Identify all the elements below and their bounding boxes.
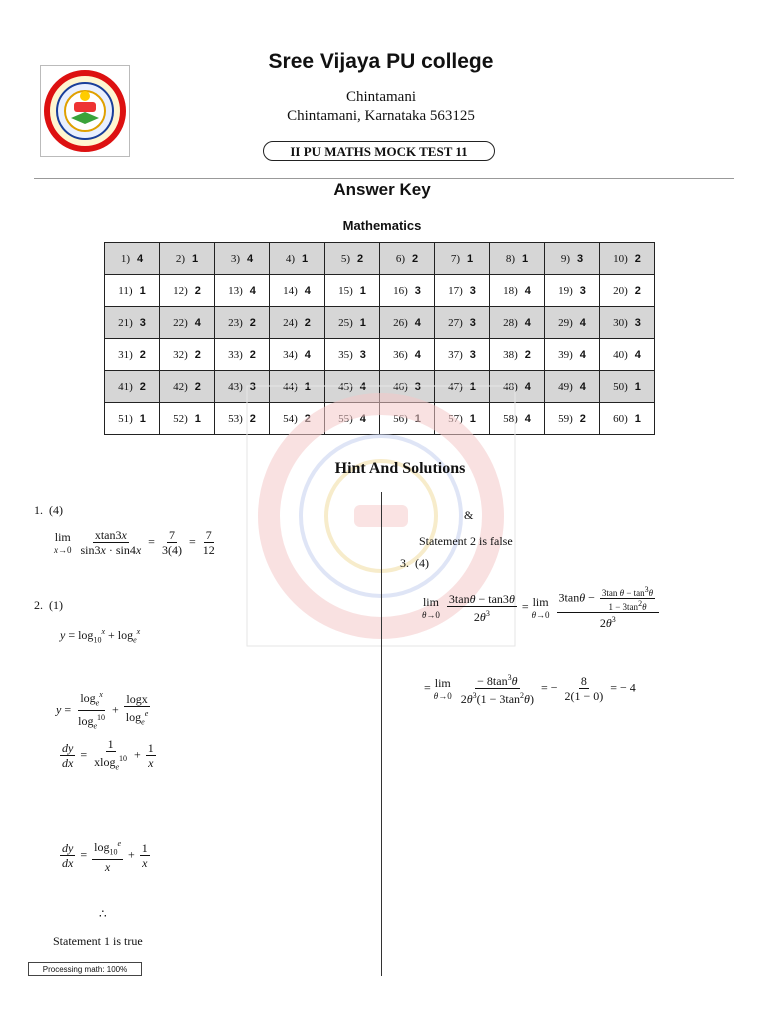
answer-key-cell	[215, 243, 270, 275]
question-number: 16)	[393, 284, 408, 297]
answer-value: 4	[249, 284, 256, 297]
answer-key-cell	[105, 371, 160, 403]
answer-value: 4	[579, 380, 586, 393]
question-number: 33)	[228, 348, 243, 361]
answer-key-cell	[380, 307, 435, 339]
column-divider	[381, 492, 382, 976]
answer-key-cell	[435, 275, 490, 307]
answer-value: 4	[579, 316, 586, 329]
question-number: 2)	[175, 252, 186, 265]
question-number: 4)	[285, 252, 296, 265]
answer-key-cell	[545, 243, 600, 275]
answer-key-cell	[215, 307, 270, 339]
answer-value: 4	[304, 348, 311, 361]
question-number: 7)	[450, 252, 461, 265]
question-number: 52)	[173, 412, 188, 425]
q2-heading	[34, 598, 63, 613]
answer-value: 4	[524, 412, 531, 425]
answer-key-cell	[270, 307, 325, 339]
answer-value: 1	[634, 380, 641, 393]
q3-equation-1: lim θ→0 $\frac{3\tan\theta - \tan 3\theta}{2\theta^3}$ = lim θ→0 3tanθ − $\frac{3\tan \theta - \tan^3\theta}{1 - 3\tan^2\theta}$ $2\theta^3$	[422, 585, 661, 630]
answer-key-cell	[380, 243, 435, 275]
q2-answer: (1)	[49, 598, 63, 612]
answer-value: 3	[577, 252, 584, 265]
answer-value: 2	[524, 348, 531, 361]
answer-value: 2	[139, 380, 146, 393]
question-number: 6)	[395, 252, 406, 265]
answer-value: 2	[304, 316, 311, 329]
answer-key-cell	[435, 307, 490, 339]
answer-key-cell	[105, 339, 160, 371]
answer-value: 1	[522, 252, 529, 265]
answer-key-cell	[160, 371, 215, 403]
question-number: 40)	[613, 348, 628, 361]
question-number: 55)	[338, 412, 353, 425]
answer-value: 2	[249, 412, 256, 425]
answer-key-cell	[545, 307, 600, 339]
test-name-badge: II PU MATHS MOCK TEST 11	[263, 141, 495, 161]
answer-key-row	[105, 307, 655, 339]
answer-key-cell	[600, 307, 655, 339]
answer-value: 4	[137, 252, 144, 265]
answer-value: 2	[634, 284, 641, 297]
question-number: 21)	[118, 316, 133, 329]
statement-1-result: Statement 1 is true	[53, 934, 143, 948]
answer-value: 4	[524, 316, 531, 329]
question-number: 20)	[613, 284, 628, 297]
q2-equation-4: $\frac{dy}{dx}$ = $\frac{\log_{10}^e}{x}$ + $\frac{1}{x}$	[62, 839, 148, 875]
question-number: 51)	[118, 412, 133, 425]
answer-key-cell	[325, 339, 380, 371]
q2-label: 2.	[34, 598, 43, 612]
answer-value: 4	[359, 412, 366, 425]
question-number: 46)	[393, 380, 408, 393]
answer-key-cell	[325, 243, 380, 275]
answer-key-cell	[600, 339, 655, 371]
question-number: 17)	[448, 284, 463, 297]
question-number: 34)	[283, 348, 298, 361]
question-number: 39)	[558, 348, 573, 361]
question-number: 56)	[393, 412, 408, 425]
answer-value: 4	[524, 284, 531, 297]
answer-value: 2	[139, 348, 146, 361]
q1-label: 1.	[34, 503, 43, 517]
question-number: 19)	[558, 284, 573, 297]
question-number: 53)	[228, 412, 243, 425]
answer-value: 1	[469, 380, 476, 393]
answer-value: 4	[634, 348, 641, 361]
answer-value: 4	[304, 284, 311, 297]
question-number: 57)	[448, 412, 463, 425]
question-number: 45)	[338, 380, 353, 393]
answer-value: 2	[579, 412, 586, 425]
answer-key-cell	[325, 307, 380, 339]
question-number: 18)	[503, 284, 518, 297]
college-address: Chintamani, Karnataka 563125	[287, 108, 475, 124]
answer-key-cell	[545, 275, 600, 307]
answer-key-cell	[490, 307, 545, 339]
answer-key-title: Answer Key	[333, 180, 431, 199]
answer-value: 3	[469, 348, 476, 361]
answer-value: 3	[139, 316, 146, 329]
answer-key-cell	[380, 339, 435, 371]
question-number: 32)	[173, 348, 188, 361]
question-number: 27)	[448, 316, 463, 329]
answer-key-cell	[270, 339, 325, 371]
q2-equation-2: y = $\frac{\log_e^x}{\log_e^{10}}$ + $\frac{\log x}{\log_e^e}$	[56, 690, 149, 731]
answer-key-cell	[600, 371, 655, 403]
question-number: 22)	[173, 316, 188, 329]
answer-key-cell	[600, 403, 655, 435]
answer-key-row	[105, 275, 655, 307]
question-number: 37)	[448, 348, 463, 361]
answer-key-cell	[160, 307, 215, 339]
answer-value: 1	[414, 412, 421, 425]
question-number: 48)	[503, 380, 518, 393]
answer-key-cell	[325, 275, 380, 307]
answer-value: 4	[414, 316, 421, 329]
college-name: Sree Vijaya PU college	[268, 50, 494, 73]
question-number: 60)	[613, 412, 628, 425]
q3-equation-2: = lim θ→0 $\frac{- 8\tan^3\theta}{2\theta^3(1 - 3\tan^2\theta)}$ = − $\frac{8}{2(1 - 0)}$ = − 4	[424, 673, 636, 706]
q1-answer: (4)	[49, 503, 63, 517]
answer-key-cell	[215, 275, 270, 307]
subject-title: Mathematics	[342, 218, 422, 233]
answer-value: 3	[469, 316, 476, 329]
q2-equation-1: $y = \log_{10}^x + \log_e^x$	[60, 627, 141, 645]
answer-value: 2	[249, 316, 256, 329]
answer-value: 2	[194, 380, 201, 393]
answer-value: 1	[359, 284, 366, 297]
answer-key-cell	[600, 275, 655, 307]
answer-value: 3	[414, 284, 421, 297]
college-city: Chintamani	[346, 89, 416, 105]
q3-heading	[400, 556, 429, 571]
answer-value: 4	[579, 348, 586, 361]
question-number: 47)	[448, 380, 463, 393]
question-number: 59)	[558, 412, 573, 425]
answer-key-cell	[160, 339, 215, 371]
question-number: 25)	[338, 316, 353, 329]
question-number: 5)	[340, 252, 351, 265]
answer-value: 2	[304, 412, 311, 425]
answer-value: 2	[634, 252, 641, 265]
solutions-title: Hint And Solutions	[334, 460, 466, 477]
answer-value: 2	[249, 348, 256, 361]
therefore-symbol: ∴	[99, 907, 107, 921]
question-number: 3)	[230, 252, 241, 265]
question-number: 44)	[283, 380, 298, 393]
answer-value: 1	[194, 412, 201, 425]
question-number: 12)	[173, 284, 188, 297]
question-number: 36)	[393, 348, 408, 361]
q2-equation-3: $\frac{dy}{dx}$ = $\frac{1}{xlog_e^{10}}$ + $\frac{1}{x}$	[62, 737, 154, 772]
answer-value: 1	[634, 412, 641, 425]
answer-key-cell	[105, 243, 160, 275]
q1-heading	[34, 503, 63, 518]
question-number: 31)	[118, 348, 133, 361]
answer-key-cell	[270, 275, 325, 307]
answer-value: 3	[359, 348, 366, 361]
answer-value: 1	[304, 380, 311, 393]
question-number: 13)	[228, 284, 243, 297]
question-number: 54)	[283, 412, 298, 425]
q3-answer: (4)	[415, 556, 429, 570]
header-divider	[34, 178, 734, 179]
question-number: 38)	[503, 348, 518, 361]
question-number: 10)	[613, 252, 628, 265]
answer-key-cell	[545, 339, 600, 371]
answer-value: 3	[469, 284, 476, 297]
question-number: 28)	[503, 316, 518, 329]
answer-key-cell	[435, 243, 490, 275]
answer-value: 1	[467, 252, 474, 265]
answer-key-cell	[435, 339, 490, 371]
answer-key-cell	[490, 275, 545, 307]
answer-key-cell	[160, 243, 215, 275]
question-number: 11)	[118, 284, 133, 297]
answer-value: 3	[249, 380, 256, 393]
answer-value: 2	[194, 348, 201, 361]
answer-key-cell	[215, 339, 270, 371]
question-number: 15)	[338, 284, 353, 297]
answer-key-cell	[490, 243, 545, 275]
answer-key-cell	[380, 275, 435, 307]
answer-value: 1	[192, 252, 199, 265]
question-number: 8)	[505, 252, 516, 265]
answer-key-cell	[105, 403, 160, 435]
answer-key-cell	[105, 275, 160, 307]
question-number: 41)	[118, 380, 133, 393]
answer-key-cell	[160, 275, 215, 307]
answer-key-cell	[270, 243, 325, 275]
ampersand: &	[464, 508, 474, 522]
question-number: 50)	[613, 380, 628, 393]
statement-2-result: Statement 2 is false	[419, 534, 513, 548]
answer-key-cell	[545, 403, 600, 435]
answer-value: 3	[634, 316, 641, 329]
answer-value: 1	[302, 252, 309, 265]
math-processing-status: Processing math: 100%	[28, 962, 142, 976]
answer-key-cell	[600, 243, 655, 275]
question-number: 42)	[173, 380, 188, 393]
question-number: 49)	[558, 380, 573, 393]
answer-key-cell	[160, 403, 215, 435]
answer-value: 1	[139, 412, 146, 425]
question-number: 1)	[120, 252, 131, 265]
question-number: 29)	[558, 316, 573, 329]
answer-key-cell	[545, 371, 600, 403]
answer-value: 4	[359, 380, 366, 393]
question-number: 30)	[613, 316, 628, 329]
answer-value: 3	[414, 380, 421, 393]
q3-label: 3.	[400, 556, 409, 570]
answer-key-cell	[490, 339, 545, 371]
answer-value: 1	[469, 412, 476, 425]
question-number: 23)	[228, 316, 243, 329]
answer-value: 2	[194, 284, 201, 297]
q1-equation: lim x→0 $\frac{xtan3x}{\sin 3x \cdot \sin 4x}$ = $\frac{7}{3(4)}$ = $\frac{7}{12}$	[54, 528, 215, 557]
answer-value: 1	[359, 316, 366, 329]
question-number: 14)	[283, 284, 298, 297]
answer-value: 4	[414, 348, 421, 361]
answer-value: 2	[412, 252, 419, 265]
question-number: 58)	[503, 412, 518, 425]
answer-key-row	[105, 243, 655, 275]
answer-key-row	[105, 339, 655, 371]
answer-value: 4	[524, 380, 531, 393]
question-number: 24)	[283, 316, 298, 329]
answer-value: 4	[194, 316, 201, 329]
question-number: 35)	[338, 348, 353, 361]
answer-value: 2	[357, 252, 364, 265]
question-number: 9)	[560, 252, 571, 265]
answer-key-cell	[105, 307, 160, 339]
question-number: 26)	[393, 316, 408, 329]
question-number: 43)	[228, 380, 243, 393]
answer-value: 3	[579, 284, 586, 297]
answer-value: 4	[247, 252, 254, 265]
answer-value: 1	[139, 284, 146, 297]
